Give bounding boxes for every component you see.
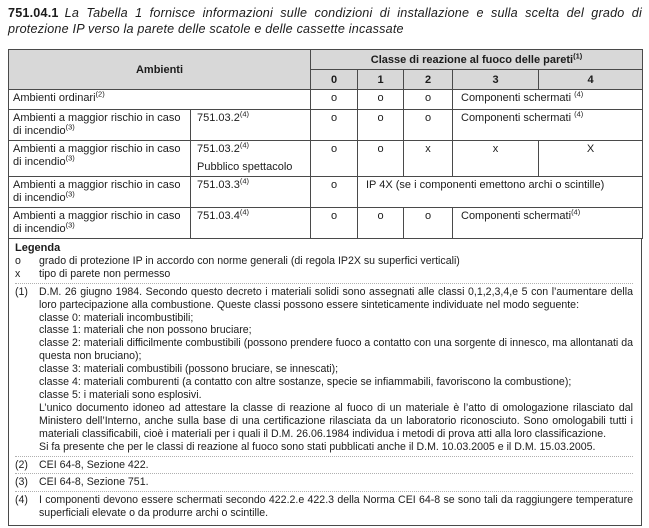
cell-section-ref: 751.03.2$^{(4)}$ Pubblico spettacolo [191, 141, 311, 177]
legend-symbol-x: x [15, 267, 21, 280]
legend-symbol-o: o [15, 254, 21, 267]
cell-class-1-4: IP 4X (se i componenti emettono archi o scintille) [358, 177, 643, 208]
cell-class-1: o [358, 110, 404, 141]
cell-section-ref: 751.03.2$^{(4)}$ [191, 110, 311, 141]
cell-ambiente: Ambienti ordinari$^{(2)}$ [9, 90, 311, 110]
legend-title: Legenda [15, 242, 61, 254]
clause-number: 751.04.1 [8, 6, 59, 20]
installation-conditions-table [8, 49, 643, 239]
footnote-2-marker: (2) [15, 458, 28, 471]
header-ambienti: Ambienti [9, 50, 311, 90]
footnote-ref: (4) [239, 207, 249, 217]
cell-section-ref-line2: Pubblico spettacolo [197, 161, 293, 173]
cell-class-3-4: Componenti schermati $^{(4)}$ [453, 90, 643, 110]
footnote-4-marker: (4) [15, 494, 28, 507]
cell-class-0: o [311, 90, 358, 110]
footnote-4 [15, 491, 633, 520]
cell-ambiente: Ambienti a maggior rischio in caso di incendio$^{(3)}$ [9, 208, 191, 239]
table-row [9, 208, 643, 239]
footnote-2-text: CEI 64-8, Sezione 422. [39, 458, 149, 471]
footnote-ref: (4) [574, 109, 584, 119]
cell-class-3: x [453, 141, 539, 177]
footnote-ref: (3) [65, 220, 75, 230]
table-row [9, 90, 643, 110]
header-classe-reazione: Classe di reazione al fuoco delle pareti$^{(1)}$ [311, 50, 643, 70]
cell-class-2: o [404, 90, 453, 110]
cell-ambiente: Ambienti a maggior rischio in caso di incendio$^{(3)}$ [9, 110, 191, 141]
header-class-1: 1 [358, 70, 404, 90]
cell-class-1: o [358, 208, 404, 239]
cell-class-2: x [404, 141, 453, 177]
legend-text-x: tipo di parete non permesso [39, 267, 171, 280]
cell-class-0: o [311, 177, 358, 208]
footnote-ref: (4) [239, 140, 249, 150]
cell-class-2: o [404, 208, 453, 239]
footnote-4-text: I componenti devono essere schermati secondo 422.2.e 422.3 della Norma CEI 64-8 se sono tali da raggiungere temperature superficiali elevate o da produrre archi o scintille. [39, 494, 633, 520]
table-row [9, 110, 643, 141]
footnote-ref: (3) [65, 122, 75, 132]
cell-class-2: o [404, 110, 453, 141]
footnote-ref: (4) [574, 89, 584, 99]
footnote-3-marker: (3) [15, 476, 28, 489]
header-class-3: 3 [453, 70, 539, 90]
cell-class-0: o [311, 208, 358, 239]
footnote-ref: (4) [239, 109, 249, 119]
footnote-ref: (3) [65, 153, 75, 163]
table-row [9, 177, 643, 208]
footnote-ref: (3) [65, 189, 75, 199]
cell-class-1: o [358, 90, 404, 110]
cell-section-ref: 751.03.4$^{(4)}$ [191, 208, 311, 239]
table-row [9, 141, 643, 177]
footnote-1 [15, 283, 633, 454]
clause-intro [8, 5, 642, 37]
cell-class-0: o [311, 110, 358, 141]
footnote-ref: (4) [571, 207, 581, 217]
legend-box [8, 239, 642, 526]
footnote-3 [15, 473, 633, 489]
cell-class-3-4: Componenti schermati $^{(4)}$ [453, 110, 643, 141]
legend-item-o [15, 255, 633, 268]
cell-class-1: o [358, 141, 404, 177]
footnote-1-text: D.M. 26 giugno 1984. Secondo questo decreto i materiali solidi sono assegnati alle classi 0,1,2,3,4,e 5 con l’aumentare della loro partecipazione alla combustione. Queste classi possono essere sinteticamente individuate nel modo seguente: classe 0: materiali incombustibili; classe 1: materiali che non possono bruciare; classe 2: materiali difficilmente combustibili (possono prendere fuoco a contatto con una sorgente di innesco, ma allontanati da questa non bruciano); classe 3: materiali combustibili (possono bruciare, se innescati); classe 4: materiali comburenti (a contatto con altre sostanze, specie se infiammabili, favoriscono la combustione); classe 5: i materiali sono esplosivi. L’unico documento idoneo ad attestare la classe di reazione al fuoco di un materiale è l’atto di omologazione rilasciato dal Ministero dell’Interno, anche sulla base di una certificazione rilasciata da un laboratorio riconosciuto. Sono omologabili tutti i materiali classificabili, cioè i materiali per i quali il D.M. 26.06.1984 individua i metodi di prova atti alla loro classificazione. Si fa presente che per le classi di reazione al fuoco sono stati pubblicati anche il D.M. 10.03.2005 e il D.M. 15.03.2005. [39, 285, 633, 453]
footnote-1-marker: (1) [15, 285, 28, 298]
clause-intro-text: La Tabella 1 fornisce informazioni sulle condizioni di installazione e sulla scelta del grado di protezione IP verso la parete delle scatole e delle cassette incassate [8, 6, 642, 36]
cell-class-0: o [311, 141, 358, 177]
legend-item-x [15, 268, 633, 281]
footnote-3-text: CEI 64-8, Sezione 751. [39, 476, 149, 489]
cell-section-ref: 751.03.3$^{(4)}$ [191, 177, 311, 208]
footnote-2 [15, 456, 633, 472]
footnote-ref: (4) [239, 176, 249, 186]
header-class-4: 4 [539, 70, 643, 90]
header-class-2: 2 [404, 70, 453, 90]
legend-text-o: grado di protezione IP in accordo con norme generali (di regola IP2X su superfici verticali) [39, 254, 460, 267]
header-classe-footnote-ref: (1) [573, 50, 583, 60]
cell-class-3-4: Componenti schermati$^{(4)}$ [453, 208, 643, 239]
cell-ambiente: Ambienti a maggior rischio in caso di incendio$^{(3)}$ [9, 177, 191, 208]
cell-ambiente: Ambienti a maggior rischio in caso di incendio$^{(3)}$ [9, 141, 191, 177]
cell-class-4: X [539, 141, 643, 177]
header-class-0: 0 [311, 70, 358, 90]
footnote-ref: (2) [95, 89, 105, 99]
